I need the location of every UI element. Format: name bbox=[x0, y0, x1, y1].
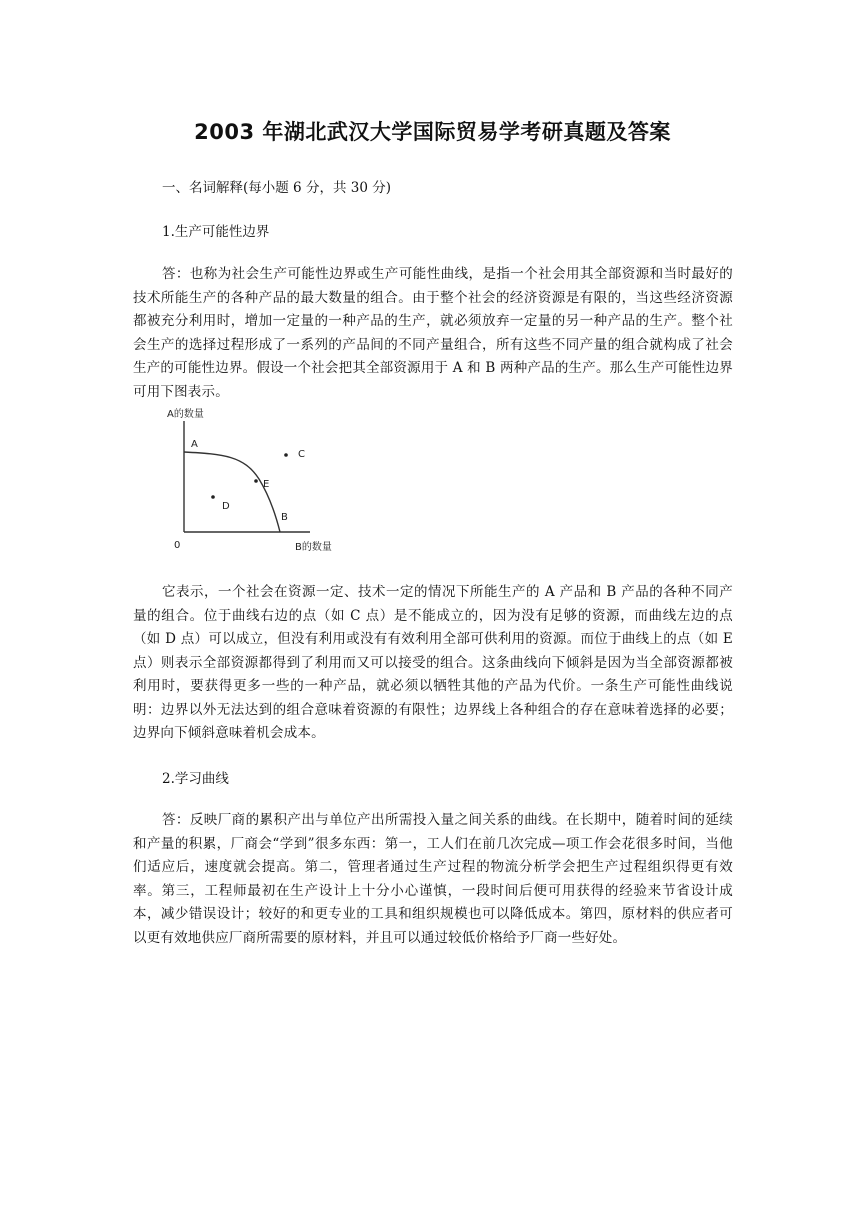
curve-end-label: B bbox=[281, 512, 288, 523]
curve-start-label: A bbox=[191, 439, 198, 450]
section-heading: 一、名词解释(每小题 6 分，共 30 分) bbox=[162, 180, 391, 196]
y-axis-label: A的数量 bbox=[167, 409, 204, 420]
ppf-figure bbox=[164, 404, 350, 560]
point-e-label: E bbox=[263, 479, 270, 490]
ppf-curve bbox=[184, 452, 280, 532]
item2-heading: 2.学习曲线 bbox=[162, 771, 229, 787]
item1-explanation: 它表示，一个社会在资源一定、技术一定的情况下所能生产的 A 产品和 B 产品的各种不同产量的组合。位于曲线右边的点（如 C 点）是不能成立的，因为没有足够的资源，而曲线左边的点（如 D 点）可以成立，但没有利用或没有有效利用全部可供利用的资源。而位于曲线上的点（如 E 点）则表示全部资源都得到了利用而又可以接受的组合。这条曲线向下倾斜是因为当全部资源都被利用时，要获得更多一些的一种产品，就必须以牺牲其他的产品为代价。一条生产可能性曲线说明：边界以外无法达到的组合意味着资源的有限性；边界线上各种组合的存在意味着选择的必要；边界向下倾斜意味着机会成本。 bbox=[133, 584, 733, 741]
document-title: 2003 年湖北武汉大学国际贸易学考研真题及答案 bbox=[194, 120, 671, 144]
ppf-diagram bbox=[164, 404, 350, 560]
item1-heading: 1.生产可能性边界 bbox=[162, 224, 270, 240]
point-d-label: D bbox=[222, 501, 230, 512]
item2-answer: 答：反映厂商的累积产出与单位产出所需投入量之间关系的曲线。在长期中，随着时间的延续和产量的积累，厂商会“学到”很多东西：第一，工人们在前几次完成—项工作会花很多时间，当他们适应后，速度就会提高。第二，管理者通过生产过程的物流分析学会把生产过程组织得更有效率。第三，工程师最初在生产设计上十分小心谨慎，一段时间后便可用获得的经验来节省设计成本，减少错误设计；较好的和更专业的工具和组织规模也可以降低成本。第四，原材料的供应者可以更有效地供应厂商所需要的原材料，并且可以通过较低价格给予厂商一些好处。 bbox=[133, 812, 733, 946]
point-d-dot bbox=[211, 495, 215, 499]
point-c-label: C bbox=[298, 449, 305, 460]
item1-answer: 答：也称为社会生产可能性边界或生产可能性曲线，是指一个社会用其全部资源和当时最好的技术所能生产的各种产品的最大数量的组合。由于整个社会的经济资源是有限的，当这些经济资源都被充分利用时，增加一定量的一种产品的生产，就必须放弃一定量的另一种产品的生产。整个社会生产的选择过程形成了一系列的产品间的不同产量组合，所有这些不同产量的组合就构成了社会生产的可能性边界。假设一个社会把其全部资源用于 A 和 B 两种产品的生产。那么生产可能性边界可用下图表示。 bbox=[133, 266, 733, 400]
point-e-dot bbox=[254, 479, 258, 483]
point-c-dot bbox=[284, 453, 288, 457]
x-axis-label: B的数量 bbox=[295, 542, 332, 553]
origin-label: 0 bbox=[174, 540, 181, 551]
